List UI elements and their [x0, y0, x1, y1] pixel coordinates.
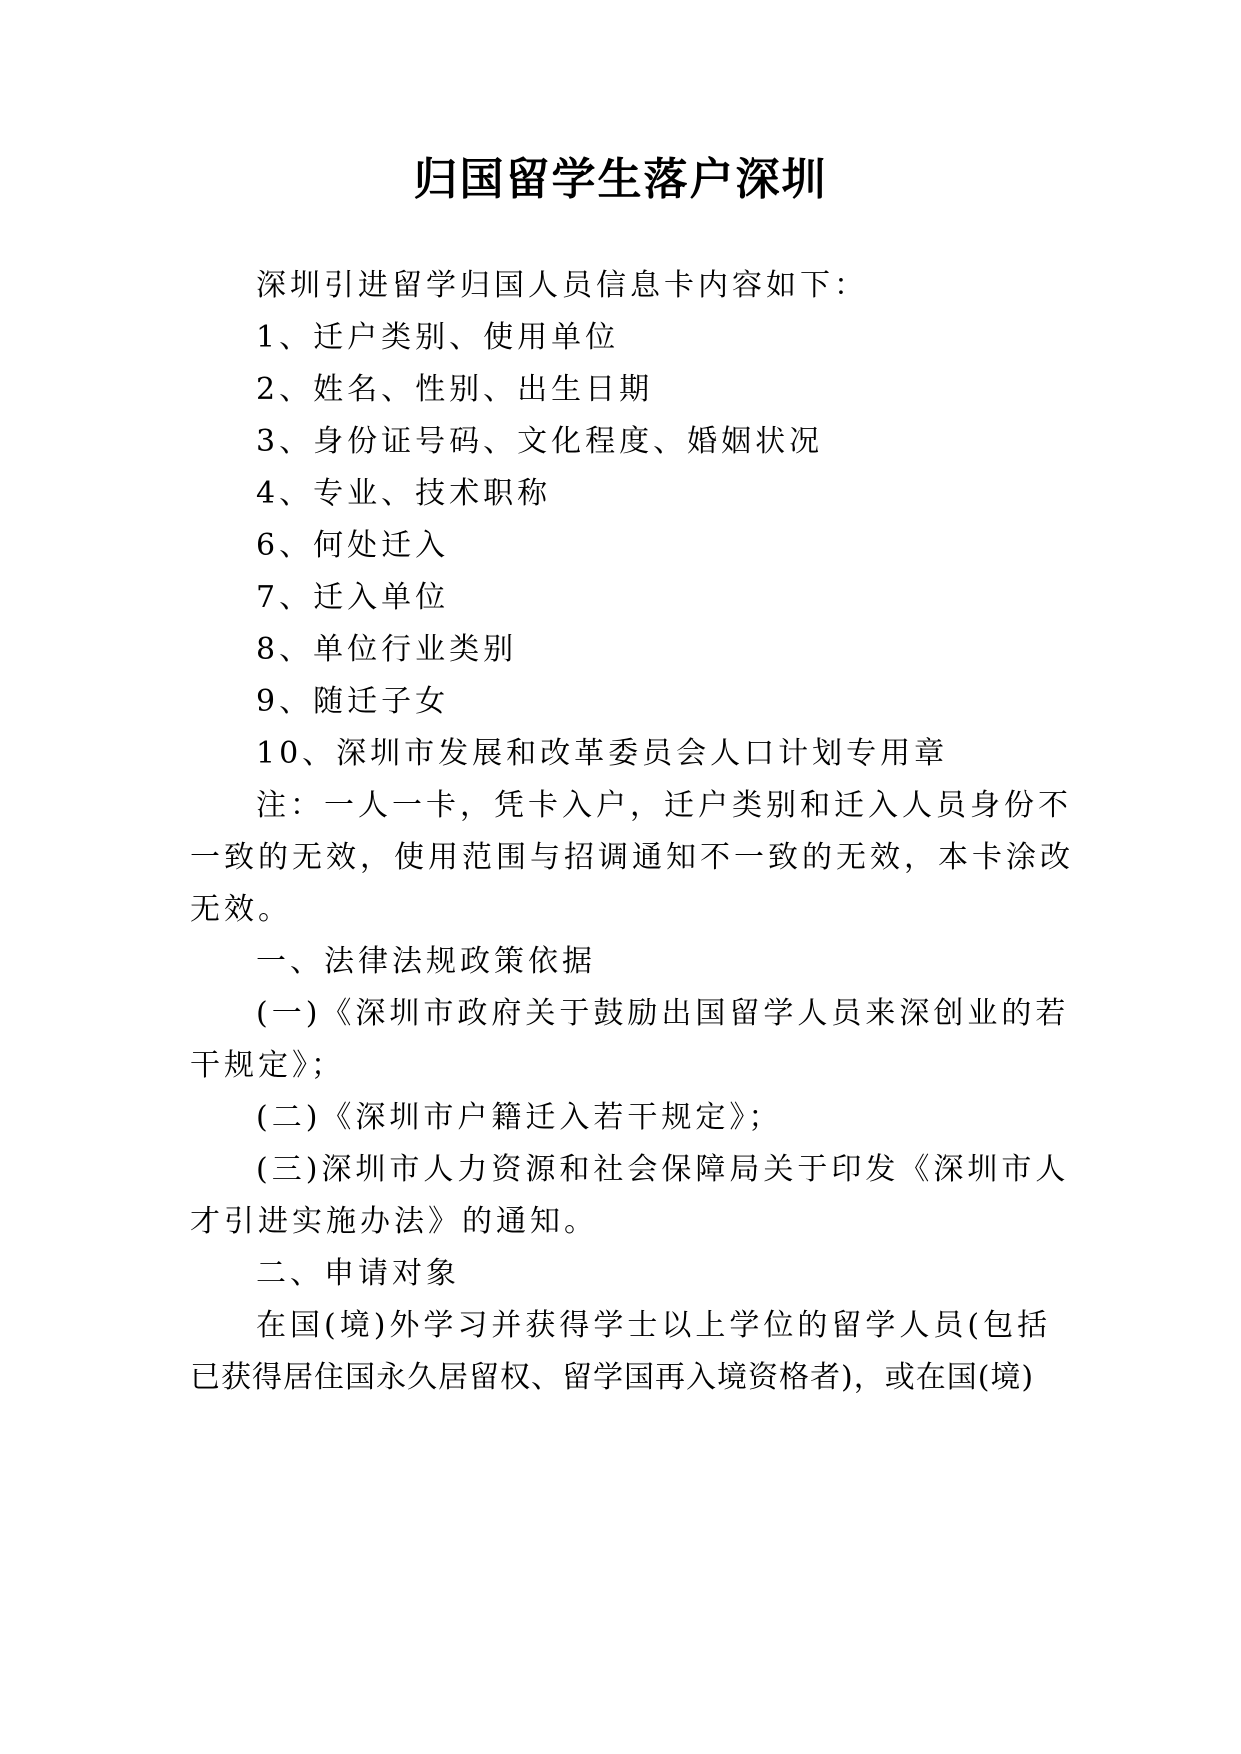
- info-item-9: 9、随迁子女: [256, 684, 450, 719]
- info-item-1: 1、迁户类别、使用单位: [256, 320, 620, 355]
- policy-item-1-cont: 干规定》；: [190, 1048, 345, 1083]
- policy-item-3-cont: 才引进实施办法》的通知。: [190, 1204, 598, 1239]
- info-item-4: 4、专业、技术职称: [256, 476, 552, 511]
- policy-item-3: (三)深圳市人力资源和社会保障局关于印发《深圳市人: [256, 1152, 1070, 1187]
- info-item-8: 8、单位行业类别: [256, 632, 518, 667]
- section-heading-2: 二、申请对象: [256, 1256, 460, 1291]
- applicant-paragraph-cont: 已获得居住国永久居留权、留学国再入境资格者)，或在国(境): [190, 1360, 1035, 1395]
- section-heading-1: 一、法律法规政策依据: [256, 944, 596, 979]
- intro-line: 深圳引进留学归国人员信息卡内容如下：: [256, 268, 868, 303]
- info-item-3: 3、身份证号码、文化程度、婚姻状况: [256, 424, 824, 459]
- applicant-paragraph: 在国(境)外学习并获得学士以上学位的留学人员(包括: [256, 1308, 1052, 1343]
- note-line: 无效。: [190, 892, 292, 927]
- note-line: 一致的无效，使用范围与招调通知不一致的无效，本卡涂改: [190, 840, 1074, 875]
- info-item-10: 10、深圳市发展和改革委员会人口计划专用章: [256, 736, 949, 771]
- info-item-2: 2、姓名、性别、出生日期: [256, 372, 654, 407]
- info-item-6: 6、何处迁入: [256, 528, 450, 563]
- policy-item-2: (二)《深圳市户籍迁入若干规定》；: [256, 1100, 783, 1135]
- info-item-7: 7、迁入单位: [256, 580, 450, 615]
- policy-item-1: (一)《深圳市政府关于鼓励出国留学人员来深创业的若: [256, 996, 1070, 1031]
- note-line: 注：一人一卡，凭卡入户，迁户类别和迁入人员身份不: [256, 788, 1072, 823]
- document-title: 归国留学生落户深圳: [413, 154, 828, 205]
